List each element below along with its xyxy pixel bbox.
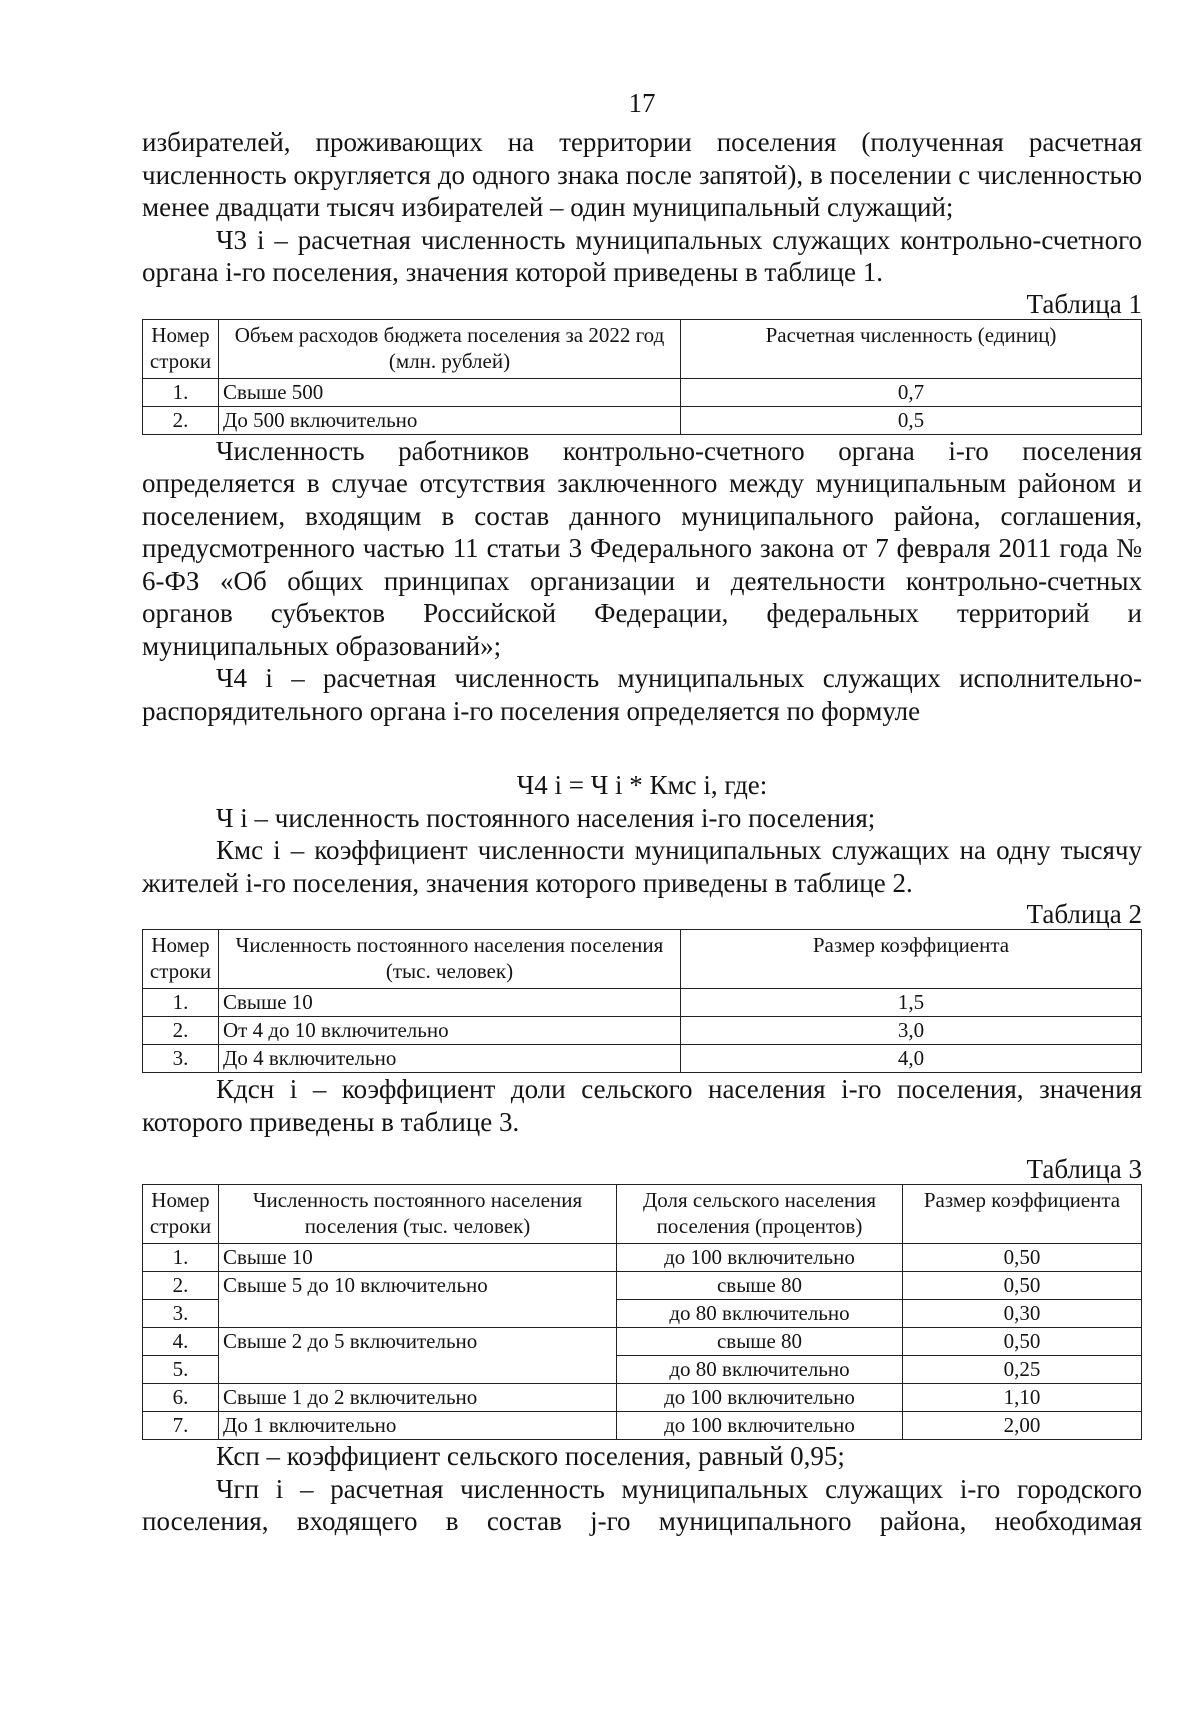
paragraph-ch4: Ч4 i – расчетная численность муниципальных служащих исполнительно-распорядительного органа i-го поселения определяется по формуле xyxy=(142,663,1142,726)
table3 xyxy=(142,1184,1142,1440)
table3-cell: 2,00 xyxy=(903,1412,1142,1440)
table-row xyxy=(143,1412,1142,1440)
table-row xyxy=(143,1244,1142,1272)
paragraph-continuation: избирателей, проживающих на территории поселения (полученная расчетная численность округляется до одного знака после запятой), в поселении с численностью менее двадцати тысяч избирателей – один муниципальный служащий; xyxy=(142,127,1142,222)
table3-cell: свыше 80 xyxy=(617,1328,903,1356)
table-row xyxy=(143,1384,1142,1412)
table3-cell: 6. xyxy=(143,1384,219,1412)
paragraph-ch3: Ч3 i – расчетная численность муниципальных служащих контрольно-счетного органа i-го поселения, значения которой приведены в таблице 1. xyxy=(142,224,1142,287)
table3-cell: 0,50 xyxy=(903,1244,1142,1272)
table1 xyxy=(142,319,1142,435)
table3-cell: Свыше 2 до 5 включительно xyxy=(219,1328,617,1384)
table3-cell: 7. xyxy=(143,1412,219,1440)
table2 xyxy=(142,929,1142,1073)
paragraph-ksp: Ксп – коэффициент сельского поселения, равный 0,95; xyxy=(216,1441,845,1471)
table3-cell: до 80 включительно xyxy=(617,1356,903,1384)
paragraph-kdsn: Кдсн i – коэффициент доли сельского населения i-го поселения, значения которого приведены в таблице 3. xyxy=(142,1074,1142,1137)
table2-cell: До 4 включительно xyxy=(219,1045,681,1073)
table3-caption: Таблица 3 xyxy=(1026,1154,1142,1184)
table2-cell: От 4 до 10 включительно xyxy=(219,1017,681,1045)
table3-cell: 0,30 xyxy=(903,1300,1142,1328)
paragraph-kms: Кмс i – коэффициент численности муниципальных служащих на одну тысячу жителей i-го поселения, значения которого приведены в таблице 2. xyxy=(142,835,1142,898)
table2-cell: Свыше 10 xyxy=(219,989,681,1017)
table-row xyxy=(143,989,1142,1017)
table3-cell: до 100 включительно xyxy=(617,1244,903,1272)
formula: Ч4 i = Ч i * Кмс i, где: xyxy=(516,770,768,800)
table3-cell: 0,50 xyxy=(903,1272,1142,1300)
table2-cell: 3,0 xyxy=(681,1017,1142,1045)
paragraph-chgp: Чгп i – расчетная численность муниципальных служащих i-го городского поселения, входящего в состав j-го муниципального района, необходимая xyxy=(142,1473,1142,1536)
table3-header-number: Номер строки xyxy=(143,1185,219,1244)
table3-cell: 0,25 xyxy=(903,1356,1142,1384)
table1-header-number: Номер строки xyxy=(143,319,219,378)
table2-cell: 3. xyxy=(143,1045,219,1073)
table3-header-rural-share: Доля сельского населения поселения (процентов) xyxy=(617,1185,903,1244)
table3-cell: До 1 включительно xyxy=(219,1412,617,1440)
table3-cell: до 100 включительно xyxy=(617,1412,903,1440)
table3-cell: 1. xyxy=(143,1244,219,1272)
table2-cell: 1,5 xyxy=(681,989,1142,1017)
table2-cell: 2. xyxy=(143,1017,219,1045)
table2-cell: 4,0 xyxy=(681,1045,1142,1073)
table1-cell: 0,5 xyxy=(681,406,1142,434)
table3-cell: до 100 включительно xyxy=(617,1384,903,1412)
table-row xyxy=(143,378,1142,406)
table3-cell: до 80 включительно xyxy=(617,1300,903,1328)
table1-cell: Свыше 500 xyxy=(219,378,681,406)
page-number: 17 xyxy=(628,88,656,118)
table1-cell: До 500 включительно xyxy=(219,406,681,434)
table2-header-number: Номер строки xyxy=(143,930,219,989)
table2-header-coefficient: Размер коэффициента xyxy=(681,930,1142,989)
table3-cell: 2. xyxy=(143,1272,219,1300)
table3-header-population: Численность постоянного населения поселения (тыс. человек) xyxy=(219,1185,617,1244)
table1-cell: 2. xyxy=(143,406,219,434)
table-row xyxy=(143,406,1142,434)
table3-cell: 5. xyxy=(143,1356,219,1384)
table-row xyxy=(143,1328,1142,1356)
table2-caption: Таблица 2 xyxy=(1026,899,1142,929)
paragraph-kso-staff: Численность работников контрольно-счетного органа i-го поселения определяется в случае отсутствия заключенного между муниципальным районом и поселением, входящим в состав данного муниципального района, соглашения, предусмотренного частью 11 статьи 3 Федерального закона от 7 февраля 2011 года № 6-ФЗ «Об общих принципах организации и деятельности контрольно-счетных органов субъектов Российской Федерации, федеральных территорий и муниципальных образований»; xyxy=(142,435,1142,661)
table1-cell: 1. xyxy=(143,378,219,406)
table2-cell: 1. xyxy=(143,989,219,1017)
table1-header-expenses: Объем расходов бюджета поселения за 2022 год (млн. рублей) xyxy=(219,319,681,378)
table-row xyxy=(143,1272,1142,1300)
table-row xyxy=(143,1017,1142,1045)
table3-header-coefficient: Размер коэффициента xyxy=(903,1185,1142,1244)
table3-cell: 1,10 xyxy=(903,1384,1142,1412)
table1-caption: Таблица 1 xyxy=(1026,288,1142,319)
document-page xyxy=(142,80,1142,1538)
table3-cell: свыше 80 xyxy=(617,1272,903,1300)
table3-cell: Свыше 5 до 10 включительно xyxy=(219,1272,617,1328)
table3-cell: Свыше 10 xyxy=(219,1244,617,1272)
table3-cell: 0,50 xyxy=(903,1328,1142,1356)
table-row xyxy=(143,1045,1142,1073)
table1-cell: 0,7 xyxy=(681,378,1142,406)
table1-header-headcount: Расчетная численность (единиц) xyxy=(681,319,1142,378)
table3-cell: 3. xyxy=(143,1300,219,1328)
table3-cell: Свыше 1 до 2 включительно xyxy=(219,1384,617,1412)
paragraph-ch-i: Ч i – численность постоянного населения i-го поселения; xyxy=(216,802,876,833)
table2-header-population: Численность постоянного населения поселения (тыс. человек) xyxy=(219,930,681,989)
table3-cell: 4. xyxy=(143,1328,219,1356)
